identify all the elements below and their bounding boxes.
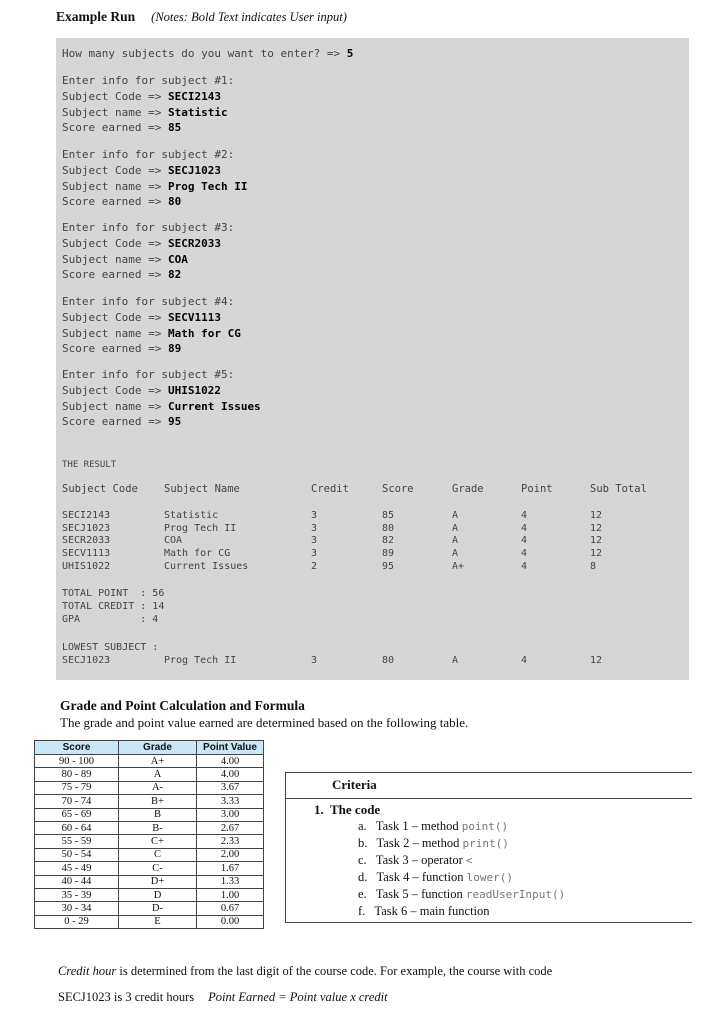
entry-code — [62, 311, 221, 325]
result-row-2-col-5: 4 — [521, 535, 528, 547]
result-row-4-col-5: 4 — [521, 560, 528, 572]
grade-table — [34, 740, 264, 929]
result-row-4-col-2: 2 — [311, 560, 318, 572]
result-row-3-col-3: 89 — [382, 548, 395, 560]
task-text: e. Task 5 – function — [358, 887, 466, 901]
criteria-title: Criteria — [332, 777, 377, 792]
grade-row — [35, 795, 264, 808]
example-run-heading — [56, 9, 347, 25]
criteria-task-2 — [358, 836, 509, 851]
task-code: lower() — [466, 871, 513, 884]
entry-code-value: SECR2033 — [167, 236, 221, 250]
result-row-4-col-4: A+ — [452, 560, 465, 572]
subjects-prompt — [62, 47, 353, 61]
result-row-3-col-5: 4 — [521, 548, 528, 560]
criteria-task-3 — [358, 853, 473, 868]
result-row-3-col-1: Math for CG — [164, 548, 231, 560]
point-value: 2.00 — [197, 848, 264, 861]
entry-code-value: UHIS1022 — [167, 383, 221, 397]
entry-score-label: Score earned => — [62, 415, 168, 429]
grade-row — [35, 902, 264, 915]
console-output — [56, 38, 689, 680]
entry-score-value: 80 — [167, 195, 182, 209]
point-formula: Point Earned = Point value x credit — [208, 990, 388, 1004]
result-row-0-col-2: 3 — [311, 510, 318, 521]
result-row-2-col-6: 12 — [590, 535, 603, 547]
result-header-col-6: Sub Total — [590, 483, 647, 495]
point-value: 1.33 — [197, 875, 264, 888]
grade-row — [35, 862, 264, 875]
grade-row — [35, 755, 264, 768]
lowest-row-col-4: A — [452, 655, 459, 666]
result-row-0-col-3: 85 — [382, 510, 395, 521]
score-range: 60 - 64 — [35, 821, 119, 834]
gpa: GPA : 4 — [62, 614, 159, 625]
score-range: 75 - 79 — [35, 781, 119, 794]
entry-code-value: SECV1113 — [167, 310, 221, 324]
criteria-task-1 — [358, 819, 508, 834]
lowest-label: LOWEST SUBJECT : — [62, 642, 159, 653]
result-row-1-col-2: 3 — [311, 522, 318, 534]
entry-score — [62, 415, 181, 429]
criteria-box — [285, 772, 692, 923]
entry-score-label: Score earned => — [62, 268, 168, 282]
grade: D+ — [119, 875, 197, 888]
score-range: 0 - 29 — [35, 915, 119, 928]
entry-name — [62, 180, 247, 194]
lowest-row-col-1: Prog Tech II — [164, 655, 237, 666]
lowest-row-col-0: SECJ1023 — [62, 655, 111, 666]
entry-header: Enter info for subject #5: — [62, 368, 235, 381]
entry-score-label: Score earned => — [62, 195, 168, 209]
lowest-row-col-5: 4 — [521, 655, 528, 666]
entry-header: Enter info for subject #3: — [62, 221, 235, 234]
credit-example-text: SECJ1023 is 3 credit hours — [58, 990, 195, 1004]
header-score: Score — [35, 741, 119, 755]
result-row-3-col-2: 3 — [311, 548, 318, 560]
entry-score-value: 85 — [167, 121, 182, 135]
grade: D — [119, 888, 197, 901]
grade: D- — [119, 902, 197, 915]
result-row-2-col-1: COA — [164, 535, 183, 547]
entry-score-value: 82 — [167, 268, 182, 282]
grade: A+ — [119, 755, 197, 768]
result-row-0-col-6: 12 — [590, 510, 603, 521]
task-text: a. Task 1 – method — [358, 819, 462, 833]
result-row-3-col-4: A — [452, 548, 459, 560]
prompt-input: 5 — [346, 47, 354, 60]
result-header-col-1: Subject Name — [164, 483, 240, 495]
criteria-code-item: 1. The code — [314, 802, 381, 817]
result-row-4-col-3: 95 — [382, 560, 395, 572]
grade: B- — [119, 821, 197, 834]
entry-score-label: Score earned => — [62, 121, 168, 135]
score-range: 40 - 44 — [35, 875, 119, 888]
point-value: 0.67 — [197, 902, 264, 915]
score-range: 65 - 69 — [35, 808, 119, 821]
result-row-1-col-5: 4 — [521, 522, 528, 534]
grade-section-description: The grade and point value earned are determined based on the following table. — [60, 715, 469, 730]
prompt-text: How many subjects do you want to enter? => — [62, 47, 347, 60]
result-row-0-col-1: Statistic — [164, 510, 219, 521]
total-credit: TOTAL CREDIT : 14 — [62, 601, 165, 612]
criteria-divider — [286, 798, 692, 799]
grade-row — [35, 821, 264, 834]
criteria-task-6 — [358, 904, 490, 919]
grade-section-title: Grade and Point Calculation and Formula — [60, 698, 305, 713]
entry-code-label: Subject Code => — [62, 236, 168, 250]
entry-name-value: Statistic — [167, 105, 228, 119]
entry-code — [62, 90, 221, 104]
credit-hour-text: is determined from the last digit of the course code. For example, the course with code — [116, 964, 553, 978]
entry-header: Enter info for subject #4: — [62, 295, 235, 308]
point-value: 4.00 — [197, 768, 264, 781]
point-value: 2.33 — [197, 835, 264, 848]
result-row-4-col-6: 8 — [590, 560, 597, 572]
task-code: readUserInput() — [465, 888, 566, 901]
header-grade: Grade — [119, 741, 197, 755]
entry-code — [62, 237, 221, 251]
result-header-col-0: Subject Code — [62, 483, 138, 495]
criteria-task-5 — [358, 887, 565, 902]
task-code: point() — [461, 820, 509, 833]
result-row-3-col-0: SECV1113 — [62, 548, 111, 560]
entry-score-label: Score earned => — [62, 342, 168, 356]
entry-code-label: Subject Code => — [62, 163, 168, 177]
task-text: b. Task 2 – method — [358, 836, 463, 850]
entry-code-value: SECJ1023 — [167, 163, 221, 177]
entry-name-label: Subject name => — [62, 326, 168, 340]
criteria-task-4 — [358, 870, 513, 885]
entry-code-label: Subject Code => — [62, 383, 168, 397]
score-range: 50 - 54 — [35, 848, 119, 861]
grade-row — [35, 848, 264, 861]
entry-name-value: Prog Tech II — [167, 179, 248, 193]
score-range: 45 - 49 — [35, 862, 119, 875]
example-run-note: (Notes: Bold Text indicates User input) — [151, 10, 347, 24]
point-value: 4.00 — [197, 755, 264, 768]
task-text: d. Task 4 – function — [358, 870, 467, 884]
result-row-0-col-4: A — [452, 510, 459, 521]
entry-name-label: Subject name => — [62, 399, 168, 413]
result-row-0-col-0: SECI2143 — [62, 510, 111, 521]
grade: C — [119, 848, 197, 861]
result-row-4-col-1: Current Issues — [164, 560, 249, 572]
task-code: print() — [462, 837, 509, 850]
credit-hour-note — [58, 964, 552, 979]
score-range: 80 - 89 — [35, 768, 119, 781]
point-value: 0.00 — [197, 915, 264, 928]
result-row-2-col-0: SECR2033 — [62, 535, 111, 547]
point-value: 1.67 — [197, 862, 264, 875]
entry-score — [62, 342, 181, 356]
score-range: 70 - 74 — [35, 795, 119, 808]
entry-name — [62, 327, 241, 341]
result-row-2-col-4: A — [452, 535, 459, 547]
result-header-col-2: Credit — [311, 483, 349, 495]
score-range: 55 - 59 — [35, 835, 119, 848]
entry-code-label: Subject Code => — [62, 89, 168, 103]
entry-name — [62, 106, 228, 120]
entry-score — [62, 268, 181, 282]
credit-hour-term: Credit hour — [58, 964, 117, 978]
entry-name — [62, 400, 261, 414]
entry-name-label: Subject name => — [62, 105, 168, 119]
entry-score-value: 95 — [167, 415, 182, 429]
result-row-3-col-6: 12 — [590, 548, 603, 560]
score-range: 30 - 34 — [35, 902, 119, 915]
grade: E — [119, 915, 197, 928]
grade: B+ — [119, 795, 197, 808]
result-row-2-col-3: 82 — [382, 535, 395, 547]
entry-name-value: COA — [167, 252, 188, 266]
entry-score — [62, 195, 181, 209]
point-value: 3.67 — [197, 781, 264, 794]
entry-name-value: Current Issues — [167, 399, 261, 413]
result-header-col-5: Point — [521, 483, 553, 495]
result-row-1-col-6: 12 — [590, 522, 603, 534]
entry-name-value: Math for CG — [167, 326, 241, 340]
result-header-col-3: Score — [382, 483, 414, 495]
entry-header: Enter info for subject #2: — [62, 148, 235, 161]
entry-name — [62, 253, 188, 267]
result-row-4-col-0: UHIS1022 — [62, 560, 111, 572]
grade-row — [35, 781, 264, 794]
entry-name-label: Subject name => — [62, 252, 168, 266]
entry-code — [62, 164, 221, 178]
grade: A- — [119, 781, 197, 794]
grade-table-header — [35, 741, 264, 755]
grade: C+ — [119, 835, 197, 848]
grade: B — [119, 808, 197, 821]
entry-code-value: SECI2143 — [167, 89, 221, 103]
result-row-1-col-0: SECJ1023 — [62, 522, 111, 534]
result-row-1-col-4: A — [452, 522, 459, 534]
grade-row — [35, 888, 264, 901]
total-point: TOTAL POINT : 56 — [62, 588, 165, 599]
grade-row — [35, 835, 264, 848]
entry-code-label: Subject Code => — [62, 310, 168, 324]
result-title: THE RESULT — [62, 460, 117, 470]
point-value: 1.00 — [197, 888, 264, 901]
example-run-title: Example Run — [56, 9, 136, 24]
lowest-row-col-6: 12 — [590, 655, 603, 666]
score-range: 90 - 100 — [35, 755, 119, 768]
task-text: f. Task 6 – main function — [358, 904, 490, 918]
entry-name-label: Subject name => — [62, 179, 168, 193]
grade-row — [35, 915, 264, 928]
entry-header: Enter info for subject #1: — [62, 74, 235, 87]
header-point-value: Point Value — [197, 741, 264, 755]
grade: C- — [119, 862, 197, 875]
task-text: c. Task 3 – operator — [358, 853, 466, 867]
entry-score-value: 89 — [167, 342, 182, 356]
result-row-0-col-5: 4 — [521, 510, 528, 521]
grade: A — [119, 768, 197, 781]
entry-score — [62, 121, 181, 135]
credit-example — [58, 990, 388, 1005]
result-row-2-col-2: 3 — [311, 535, 318, 547]
entry-code — [62, 384, 221, 398]
lowest-row-col-2: 3 — [311, 655, 318, 666]
result-row-1-col-3: 80 — [382, 522, 395, 534]
result-row-1-col-1: Prog Tech II — [164, 522, 237, 534]
score-range: 35 - 39 — [35, 888, 119, 901]
result-header-col-4: Grade — [452, 483, 484, 495]
point-value: 3.00 — [197, 808, 264, 821]
grade-row — [35, 808, 264, 821]
task-code: < — [465, 854, 473, 867]
point-value: 3.33 — [197, 795, 264, 808]
lowest-row-col-3: 80 — [382, 655, 395, 666]
point-value: 2.67 — [197, 821, 264, 834]
grade-row — [35, 768, 264, 781]
grade-row — [35, 875, 264, 888]
